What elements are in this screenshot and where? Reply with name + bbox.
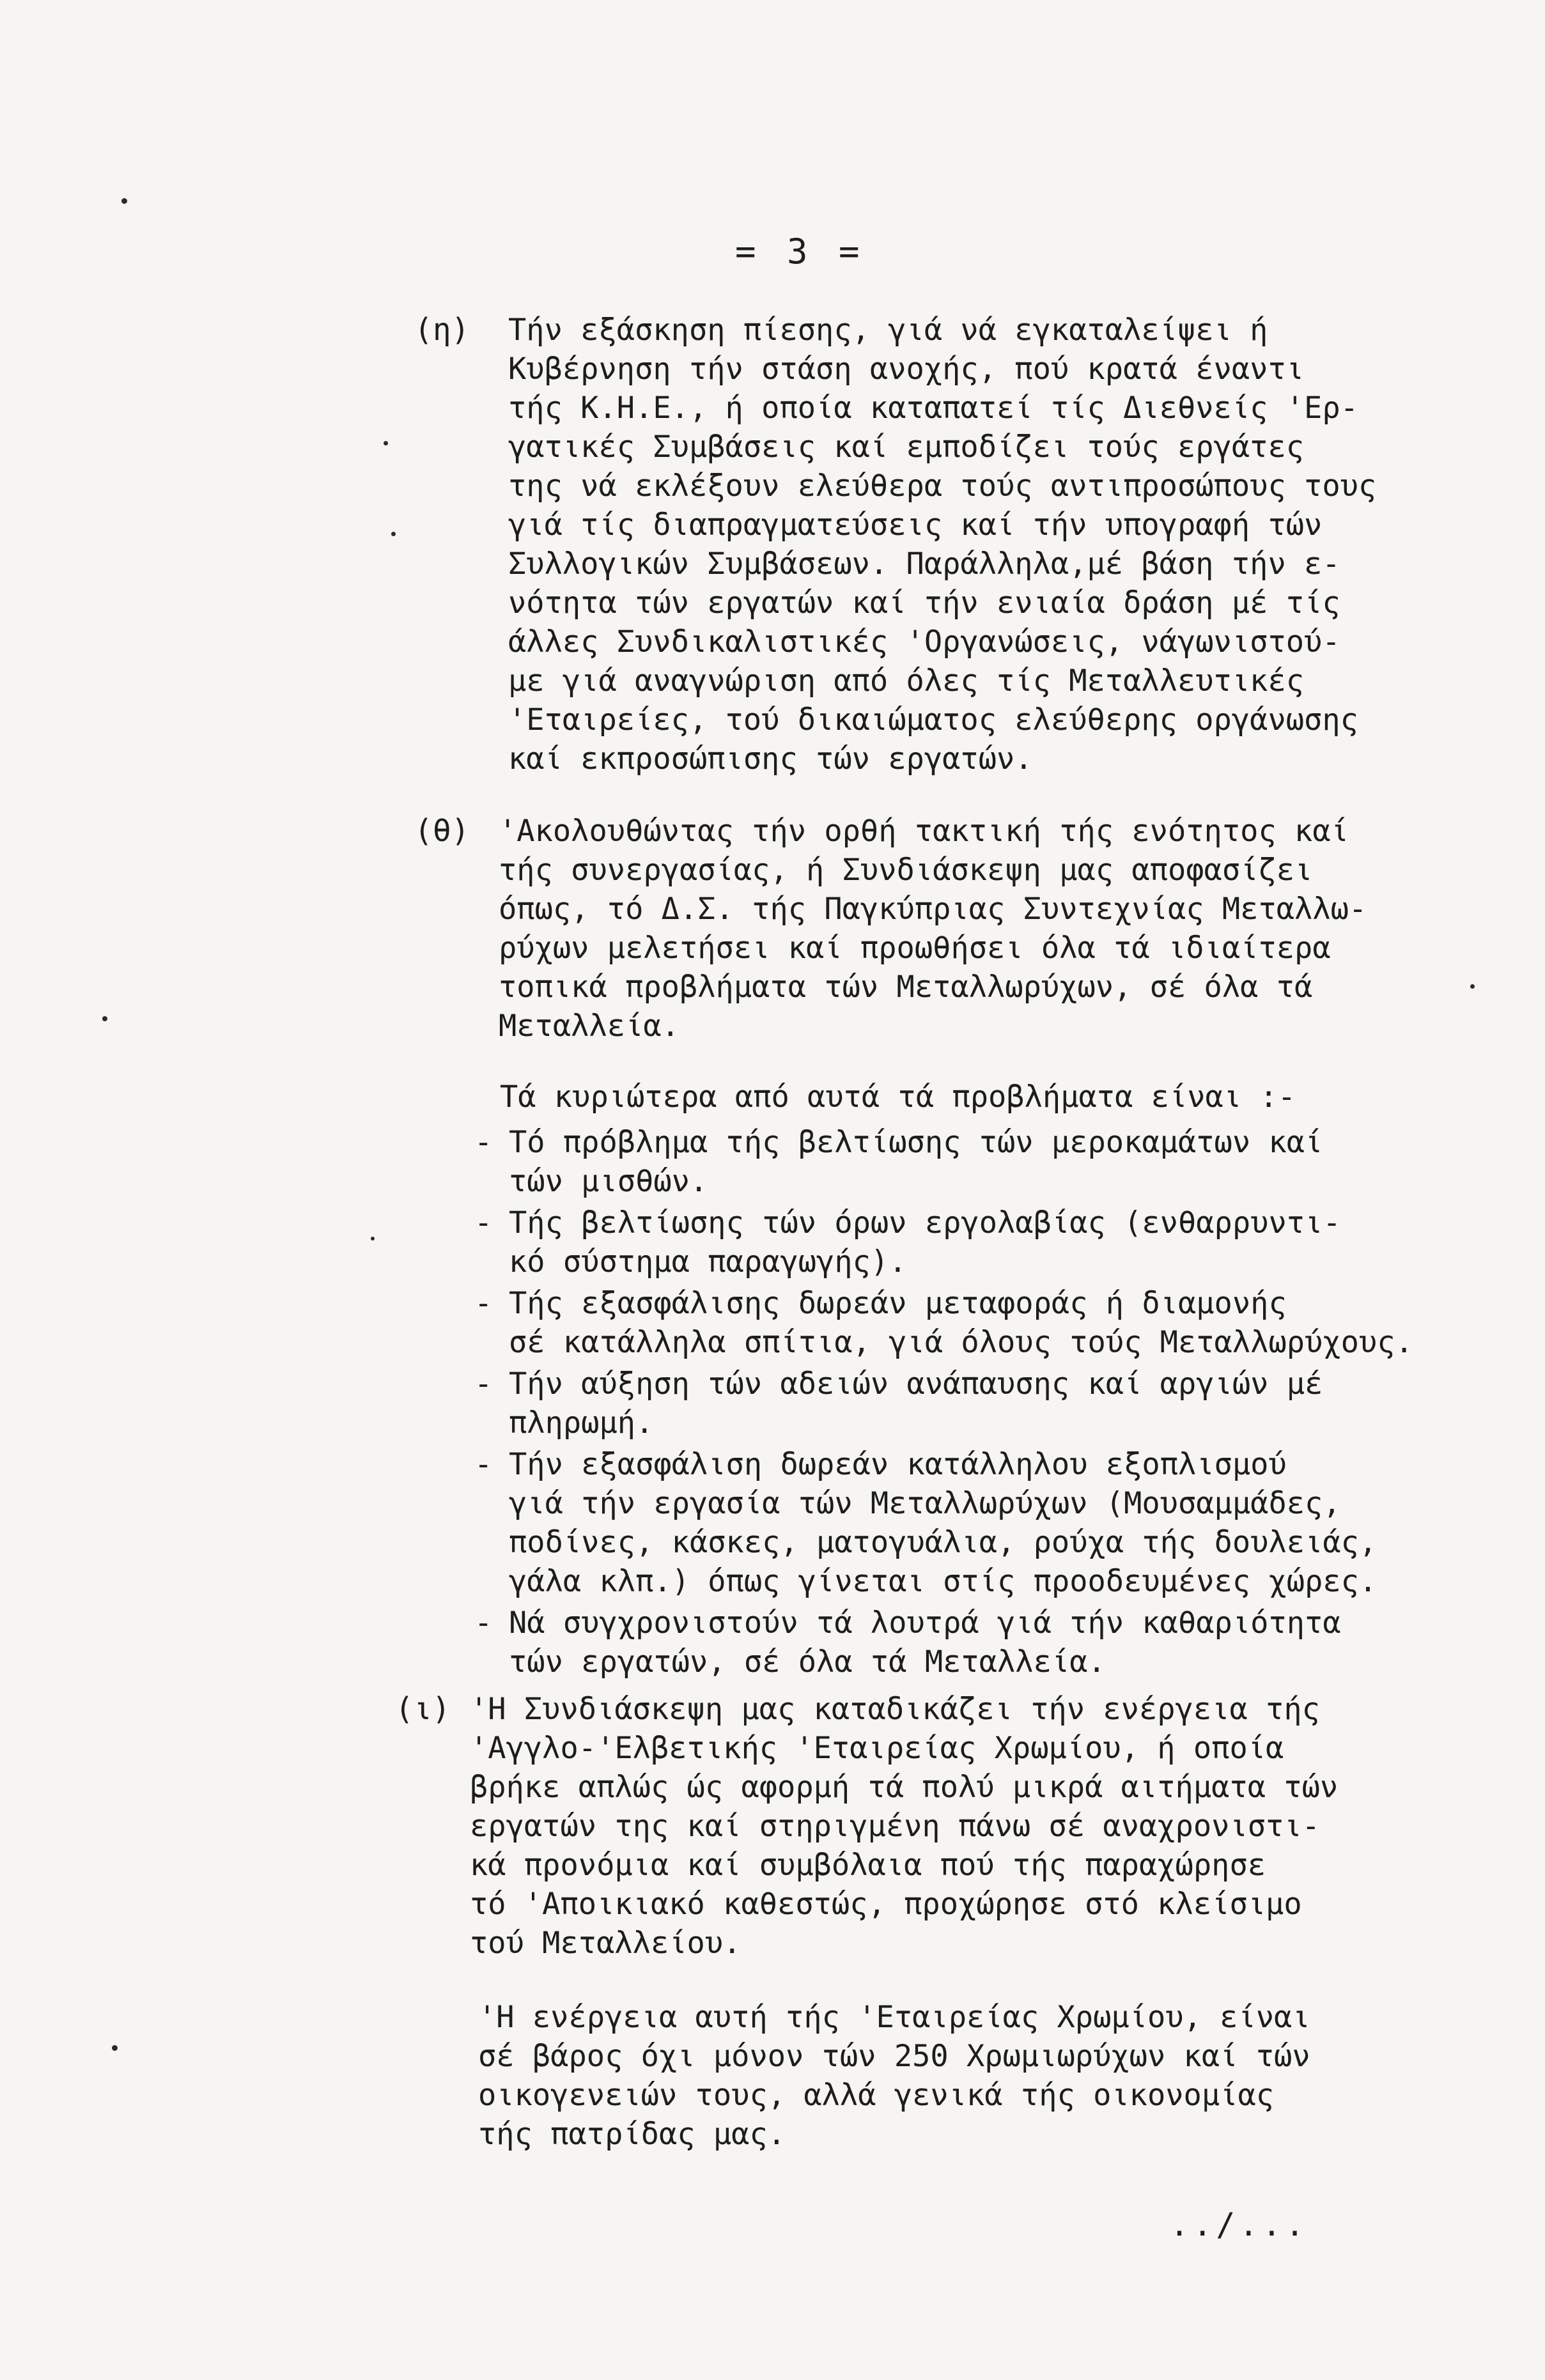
section-label: (ι) [395, 1691, 451, 1727]
scan-speckle [371, 1237, 375, 1240]
section-label: (η) [414, 312, 470, 348]
list-item-text: Τήν αύξηση τών αδειών ανάπαυσης καί αργιών μέ πληρωμή. [509, 1366, 1323, 1441]
problems-list [474, 1078, 1523, 1684]
section-text: 'Η Συνδιάσκεψη μας καταδικάζει τήν ενέργεια τής 'Αγγλο-'Ελβετικής 'Εταιρείας Χρωμίου, ή οποία βρήκε απλώς ώς αφορμή τά πολύ μικρά αιτήματα τών εργατών της καί στηριγμένη πάνω σέ αναχρονιστι- κά προνόμια καί συμβόλαια πού τής παραχώρησε τό 'Αποικιακό καθεστώς, προχώρησε στό κλείσιμο τού Μεταλλείου. [470, 1692, 1339, 1961]
list-dash: - [474, 1125, 493, 1160]
scan-speckle [384, 441, 388, 445]
list-dash: - [474, 1605, 493, 1641]
scan-speckle [102, 1016, 107, 1021]
list-item [474, 1203, 1523, 1281]
list-dash: - [474, 1447, 493, 1482]
list-intro: Τά κυριώτερα από αυτά τά προβλήματα είναι :- [500, 1079, 1296, 1115]
list-item-text: Τής βελτίωσης τών όρων εργολαβίας (ενθαρρυντι- κό σύστημα παραγωγής). [509, 1205, 1341, 1279]
list-item [474, 1603, 1523, 1681]
list-item-text: Τής εξασφάλισης δωρεάν μεταφοράς ή διαμονής σέ κατάλληλα σπίτια, γιά όλους τούς Μεταλλωρύχους. [509, 1286, 1413, 1360]
list-dash: - [474, 1205, 493, 1240]
scan-speckle [391, 532, 396, 536]
list-dash: - [474, 1286, 493, 1321]
list-dash: - [474, 1366, 493, 1402]
list-item-text: Νά συγχρονιστούν τά λουτρά γιά τήν καθαριότητα τών εργατών, σέ όλα τά Μεταλλεία. [509, 1605, 1341, 1680]
scan-speckle [121, 198, 127, 204]
section-text: Τήν εξάσκηση πίεσης, γιά νά εγκαταλείψει ή Κυβέρνηση τήν στάση ανοχής, πού κρατά έναντι τής Κ.Η.Ε., ή οποία καταπατεί τίς Διεθνείς 'Ερ- γατικές Συμβάσεις καί εμποδίζει τούς εργάτες της νά εκλέξουν ελεύθερα τούς αντιπροσώπους τους γιά τίς διαπραγματεύσεις καί τήν υπογραφή τών Συλλογικών Συμβάσεων. Παράλληλα,μέ βάση τήν ε- νότητα τών εργατών καί τήν ενιαία δράση μέ τίς άλλες Συνδικαλιστικές 'Οργανώσεις, νάγωνιστού- με γιά αναγνώριση από όλες τίς Μεταλλευτικές 'Εταιρείες, τού δικαιώματος ελεύθερης οργάνωσης καί εκπροσώπισης τών εργατών. [508, 313, 1377, 777]
list-item [474, 1364, 1523, 1442]
list-item [474, 1123, 1523, 1201]
list-item-text: Τό πρόβλημα τής βελτίωσης τών μεροκαμάτων καί τών μισθών. [509, 1125, 1323, 1199]
list-item [474, 1445, 1523, 1601]
list-item-text: Τήν εξασφάλιση δωρεάν κατάλληλου εξοπλισμού γιά τήν εργασία τών Μεταλλωρύχων (Μουσαμμάδες, ποδίνες, κάσκες, ματογυάλια, ρούχα τής δουλειάς, γάλα κλπ.) όπως γίνεται στίς προοδευμένες χώρες. [509, 1447, 1378, 1599]
section-text: 'Ακολουθώντας τήν ορθή τακτική τής ενότητος καί τής συνεργασίας, ή Συνδιάσκεψη μας αποφασίζει όπως, τό Δ.Σ. τής Παγκύπριας Συντεχνίας Μεταλλω- ρύχων μελετήσει καί προωθήσει όλα τά ιδιαίτερα τοπικά προβλήματα τών Μεταλλωρύχων, σέ όλα τά Μεταλλεία. [499, 814, 1367, 1044]
closing-paragraph: 'Η ενέργεια αυτή τής 'Εταιρείας Χρωμίου, είναι σέ βάρος όχι μόνον τών 250 Χρωμιωρύχων καί τών οικογενειών τους, αλλά γενικά τής οικονομίας τής πατρίδας μας. [478, 2000, 1310, 2152]
page-number: = 3 = [735, 231, 865, 272]
section-label: (θ) [414, 813, 470, 849]
continuation-mark: ../... [1170, 2206, 1308, 2243]
scan-speckle [112, 2045, 118, 2051]
list-item [474, 1284, 1523, 1362]
